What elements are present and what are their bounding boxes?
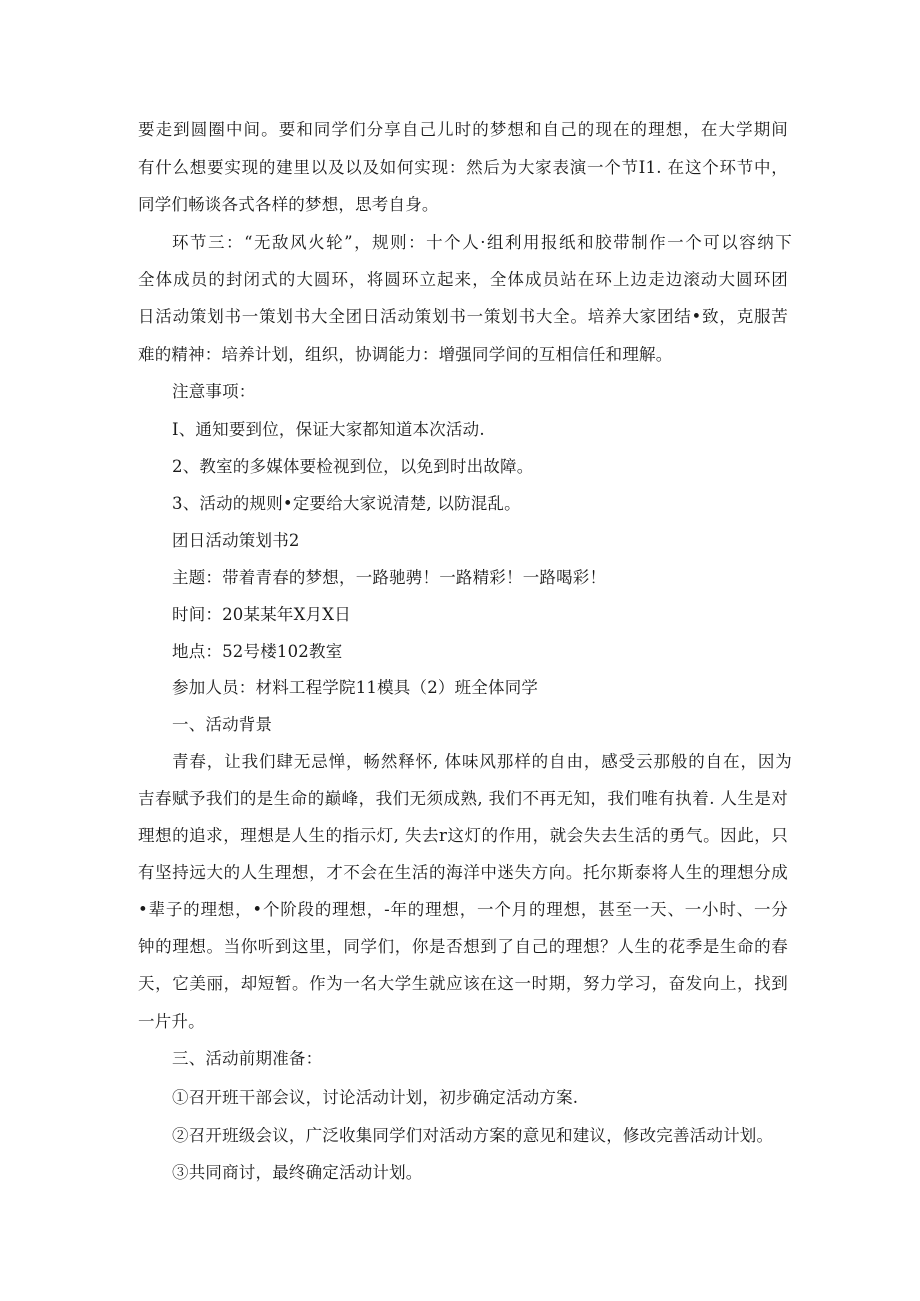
paragraph-line: 日活动策划书一策划书大全团日活动策划书一策划书大全。培养大家团结•致，克服苦 (138, 307, 788, 326)
list-item: 2、教室的多媒体要检视到位，以免到时出故障。 (172, 457, 534, 476)
list-item: ②召开班级会议，广泛收集同学们对活动方案的意见和建议，修改完善活动计划。 (172, 1126, 774, 1145)
paragraph-line: 理想的追求，理想是人生的指示灯, 失去r这灯的作用，就会失去生活的勇气。因此，只 (138, 826, 788, 845)
paragraph-line: 钟的理想。当你听到这里，同学们，你是否想到了自己的理想？人生的花季是生命的春 (138, 937, 788, 956)
paragraph-line: 环节三：“无敌风火轮”，规则：十个人·组利用报纸和胶带制作一个可以容纳下 (172, 233, 792, 252)
doc-title: 团日活动策划书2 (172, 531, 300, 550)
list-item: ③共同商讨，最终确定活动计划。 (172, 1163, 423, 1182)
paragraph-line: 有坚持远大的人生理想，才不会在生活的海洋中迷失方向。托尔斯泰将人生的理想分成 (138, 863, 788, 882)
paragraph-line: 要走到圆圈中间。要和同学们分享自己儿时的梦想和自己的现在的理想，在大学期间 (138, 120, 788, 139)
paragraph-line: 难的精神：培养计划，组织，协调能力：增强同学间的互相信任和理解。 (138, 345, 673, 364)
paragraph-line: 青春，让我们肆无忌惮，畅然释怀, 体味风那样的自由，感受云那般的自在，因为 (172, 752, 792, 771)
section-heading: 一、活动背景 (172, 715, 273, 734)
location-line: 地点：52号楼102教室 (172, 642, 343, 661)
list-item: ①召开班干部会议，讨论活动计划，初步确定活动方案. (172, 1088, 579, 1107)
paragraph-line: 同学们畅谈各式各样的梦想，思考自身。 (138, 195, 439, 214)
list-item: I、通知要到位，保证大家都知道本次活动. (172, 420, 485, 439)
theme-line: 主题：带着青春的梦想，一路驰骋！一路精彩！一路喝彩！ (172, 568, 607, 587)
section-heading: 注意事项： (172, 382, 256, 401)
list-item: 3、活动的规则•定要给大家说清楚, 以防混乱。 (172, 494, 521, 513)
section-heading: 三、活动前期准备： (172, 1049, 323, 1068)
paragraph-line: 全体成员的封闭式的大圆环，将圆环立起来，全体成员站在环上边走边滚动大圆环团 (138, 270, 788, 289)
paragraph-line: 天，它美丽，却短暂。作为一名大学生就应该在这一时期，努力学习，奋发向上，找到 (138, 974, 788, 993)
paragraph-line: 有什么想要实现的建里以及以及如何实现：然后为大家表演一个节I1. 在这个环节中， (138, 158, 788, 177)
participants-line: 参加人员：材料工程学院11模具（2）班全体同学 (172, 678, 539, 697)
time-line: 时间：20某某年X月X日 (172, 605, 351, 624)
paragraph-line: 一片升。 (138, 1012, 205, 1031)
paragraph-line: •辈子的理想，•个阶段的理想，-年的理想，一个月的理想，甚至一天、一小时、一分 (138, 900, 788, 919)
paragraph-line: 吉春赋予我们的是生命的巅峰，我们无须成熟, 我们不再无知，我们唯有执着. 人生是对 (138, 789, 788, 808)
